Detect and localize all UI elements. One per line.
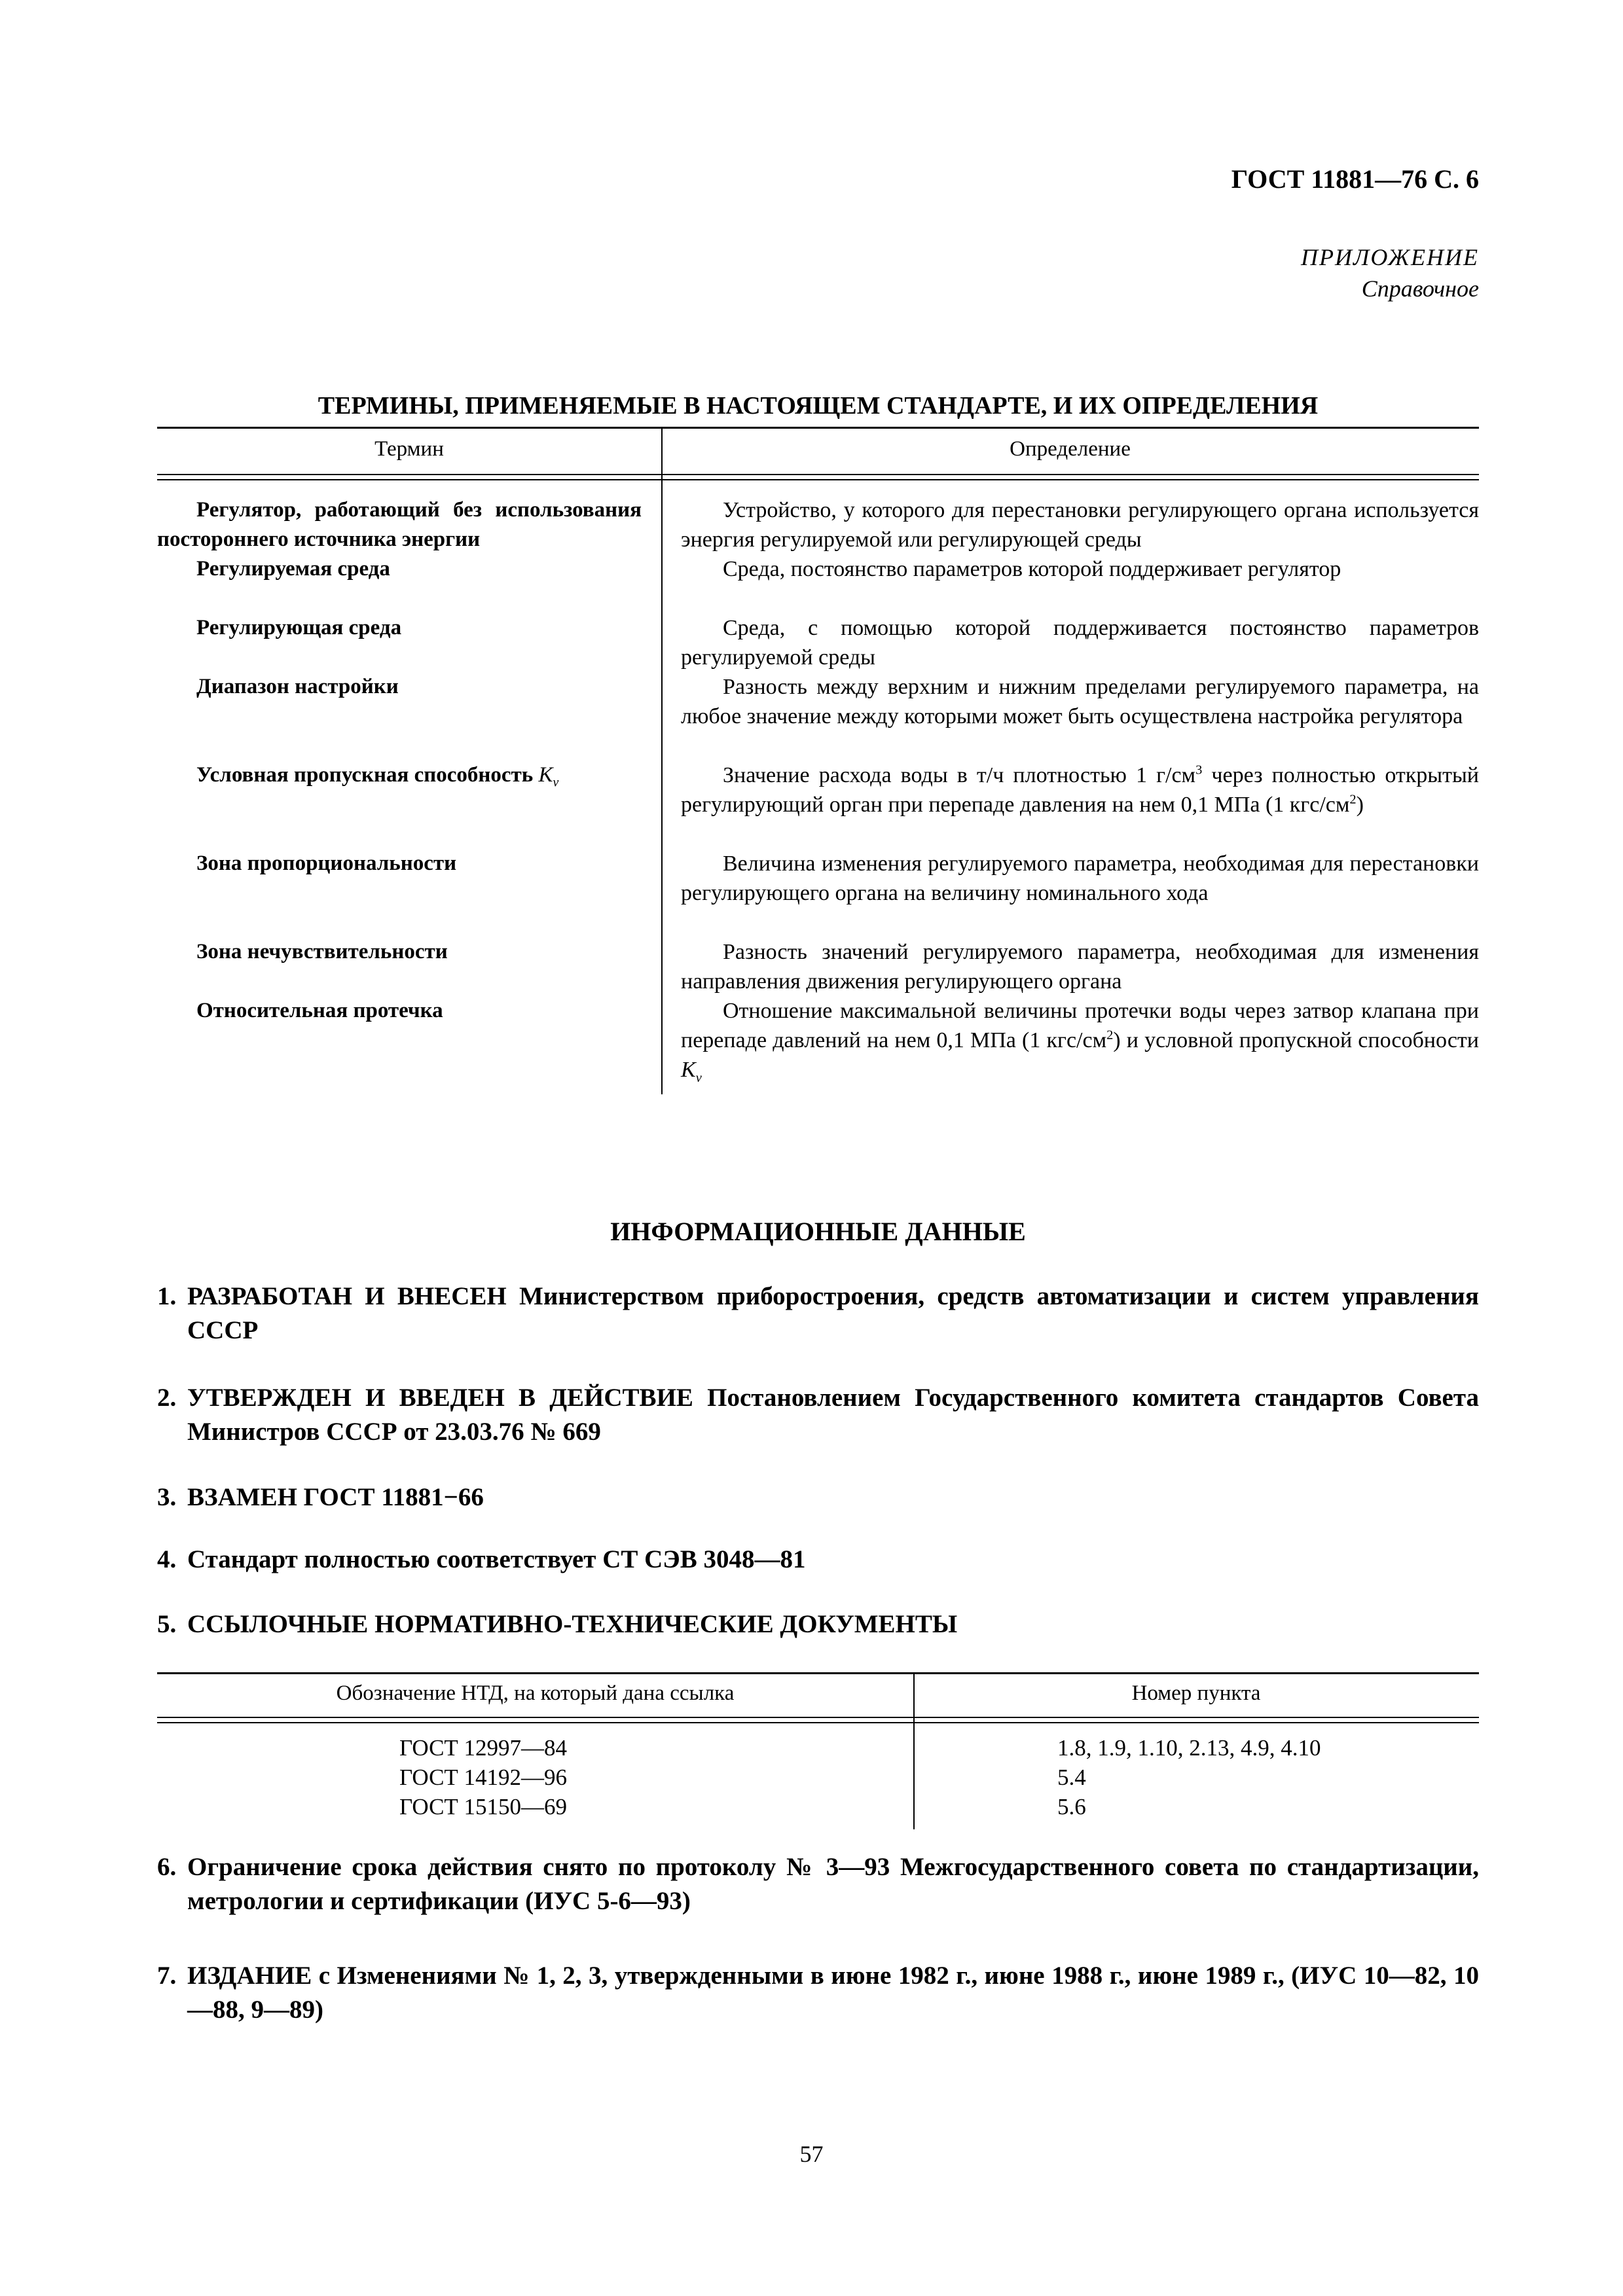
term-row-4 [196, 761, 655, 790]
term-row-2: Регулирующая среда [196, 616, 402, 639]
kv-symbol: $K_v$ [681, 1058, 702, 1085]
term-row-5: Зона пропорциональности [196, 852, 457, 875]
definition-row-3: Разность между верхним и нижним пределами регулируемого параметра, на любое значение между которыми может быть осуществлена настройка регулятора [681, 675, 1479, 728]
term-row-6: Зона нечувствительности [196, 940, 448, 963]
column-header-document: Обозначение НТД, на который дана ссылка [336, 1681, 735, 1705]
reference-documents-table [157, 1672, 1479, 1829]
info-item-7: 7. ИЗДАНИЕ с Изменениями № 1, 2, 3, утвержденными в июне 1982 г., июне 1988 г., июне 1989 г., (ИУС 10—82, 10—88, 9—89) [157, 1962, 1479, 2024]
info-item-5: 5. ССЫЛОЧНЫЕ НОРМАТИВНО-ТЕХНИЧЕСКИЕ ДОКУМЕНТЫ [157, 1610, 958, 1638]
term-row-1: Регулируемая среда [196, 557, 390, 581]
definition-row-4: Значение расхода воды в т/ч плотностью 1 $г/см^3$ через полностью открытый регулирующий орган при перепаде давления на нем 0,1 МПа (1 кгс/$см^2$) [681, 762, 1479, 817]
term-row-4-text: Условная пропускная способность [196, 763, 534, 787]
table-top-rule [157, 427, 1479, 429]
info-item-6: 6. Ограничение срока действия снято по протоколу № 3—93 Межгосударственного совета по стандартизации, метрологии и сертификации (ИУС 5-6—93) [157, 1853, 1479, 1915]
ref-doc-row-2: ГОСТ 15150—69 [399, 1794, 568, 1820]
info-item-2: 2. УТВЕРЖДЕН И ВВЕДЕН В ДЕЙСТВИЕ Постановлением Государственного комитета стандартов Совета Министров СССР от 23.03.76 № 669 [157, 1384, 1479, 1446]
page-number: 57 [799, 2141, 824, 2167]
definition-row-7: Отношение максимальной величины протечки воды через затвор клапана при перепаде давлений на нем 0,1 МПа (1 кгс/$см^2$) и условной пропускной способности $K_v$ [681, 999, 1479, 1085]
ref-points-row-1: 5.4 [1057, 1765, 1086, 1790]
column-header-term: Термин [374, 437, 444, 461]
definition-row-2: Среда, с помощью которой поддерживается постоянство параметров регулируемой среды [681, 616, 1479, 670]
info-item-1: 1. РАЗРАБОТАН И ВНЕСЕН Министерством приборостроения, средств автоматизации и систем управления СССР [157, 1282, 1479, 1344]
document-code: ГОСТ 11881—76 С. 6 [1231, 164, 1479, 194]
info-title: ИНФОРМАЦИОННЫЕ ДАННЫЕ [610, 1217, 1026, 1246]
column-header-point-number: Номер пункта [1131, 1681, 1261, 1705]
kv-symbol: $K_v$ [538, 763, 559, 790]
info-item-3: 3. ВЗАМЕН ГОСТ 11881−66 [157, 1483, 484, 1511]
term-row-7: Относительная протечка [196, 999, 443, 1022]
ref-points-row-2: 5.6 [1057, 1794, 1086, 1820]
definition-row-1: Среда, постоянство параметров которой поддерживает регулятор [723, 557, 1341, 581]
info-item-4: 4. Стандарт полностью соответствует СТ СЭВ 3048—81 [157, 1545, 806, 1573]
definition-row-6: Разность значений регулируемого параметра, необходимая для изменения направления движения регулирующего органа [681, 940, 1479, 994]
table-header-rule-2 [157, 479, 1479, 480]
ref-doc-row-1: ГОСТ 14192—96 [399, 1765, 568, 1790]
terms-title: ТЕРМИНЫ, ПРИМЕНЯЕМЫЕ В НАСТОЯЩЕМ СТАНДАРТЕ, И ИХ ОПРЕДЕЛЕНИЯ [318, 392, 1319, 420]
ref-doc-row-0: ГОСТ 12997—84 [399, 1735, 568, 1761]
term-row-3: Диапазон настройки [196, 675, 399, 698]
column-header-definition: Определение [1010, 437, 1131, 461]
table-top-rule [157, 1672, 1479, 1674]
table-column-divider [661, 427, 663, 1094]
definition-row-5: Величина изменения регулируемого параметра, необходимая для перестановки регулирующего органа на величину номинального хода [681, 852, 1479, 905]
term-row-0: Регулятор, работающий без использования постороннего источника энергии [157, 498, 642, 551]
definition-row-0: Устройство, у которого для перестановки регулирующего органа используется энергия регулируемой или регулирующей среды [681, 498, 1479, 552]
appendix-type: Справочное [1361, 276, 1479, 302]
table-header-rule-2 [157, 1722, 1479, 1723]
ref-points-row-0: 1.8, 1.9, 1.10, 2.13, 4.9, 4.10 [1057, 1735, 1321, 1761]
appendix-label: ПРИЛОЖЕНИЕ [1301, 244, 1479, 270]
table-header-rule [157, 474, 1479, 475]
table-header-rule [157, 1717, 1479, 1718]
